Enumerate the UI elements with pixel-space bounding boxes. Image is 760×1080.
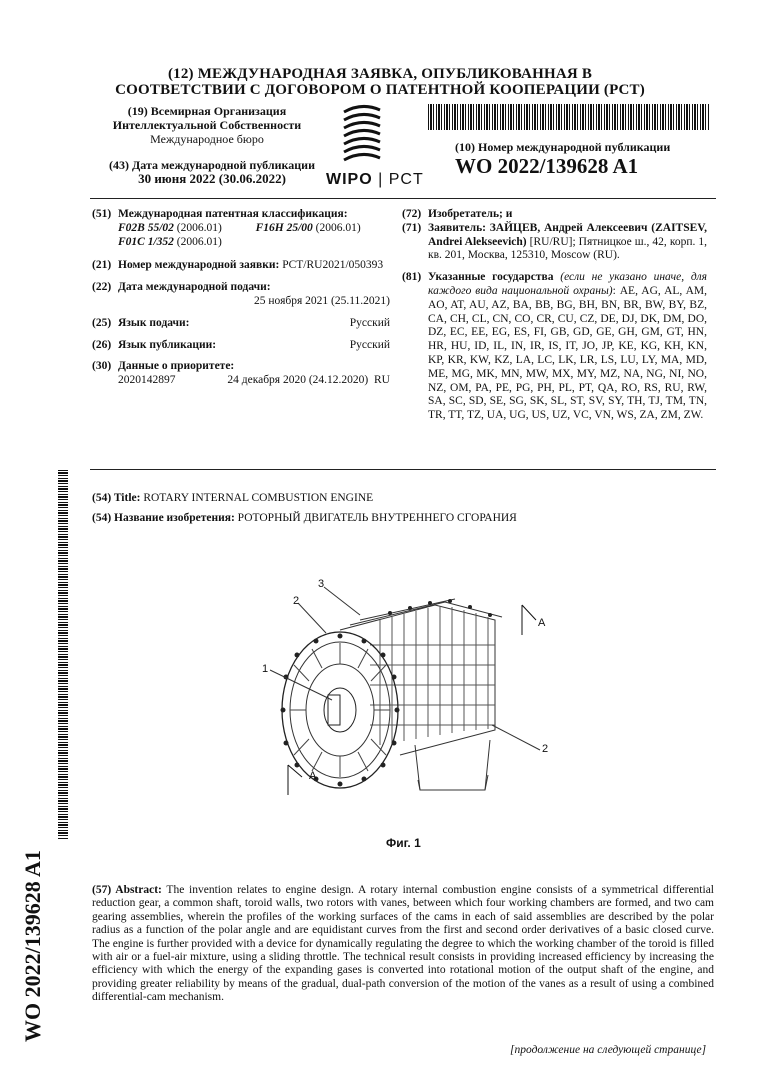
field-72: [402, 208, 707, 222]
designated-states-list: : AE, AG, AL, AM, AO, AT, AU, AZ, BA, BB, BG, BH, BN, BR, BW, BY, BZ, CA, CH, CL, CN, CO, CR, CU, CZ, DE, DJ, DK, DM, DO, DZ, EC, EE, EG, ES, FI, GB, GD, GE, GH, GM, GT, HN, HR, HU, ID, IL, IN, IR, IS, IT, JO, JP, KE, KG, KH, KN, KP, KR, KW, KZ, LA, LC, LK, LR, LS, LU, LY, MA, MD, ME, MG, MK, MN, MW, MX, MY, MZ, NA, NG, NI, NO, NZ, OM, PA, PE, PG, PH, PL, PT, QA, RO, RS, RU, RW, SA, SC, SD, SE, SG, SK, SL, ST, SV, SY, TH, TJ, TM, TN, TR, TT, TZ, UA, UG, US, UZ, VC, VN, WS, ZA, ZM, ZW.: [428, 284, 708, 422]
barcode-top: [428, 104, 710, 130]
pct-logo-text: PCT: [388, 171, 424, 188]
pub-number-label: (10) Номер международной публикации: [455, 140, 671, 154]
bibliographic-left: [92, 208, 390, 388]
title-en: [92, 492, 712, 506]
priority-country: RU: [374, 374, 390, 387]
priority-date: 24 декабря 2020 (24.12.2020): [227, 374, 369, 387]
field-51-num: (51): [92, 208, 112, 220]
applicant-name-latin: (ZAITSEV, Andrei Alekseevich): [428, 221, 707, 248]
document-header: [0, 66, 760, 98]
field-26-label: Язык публикации:: [118, 338, 217, 351]
field-22-value: 25 ноября 2021 (25.11.2021): [254, 294, 390, 307]
title-en-label: (54) Title:: [92, 492, 141, 504]
figure-label-2b: 2: [542, 743, 549, 755]
field-30-label: Данные о приоритете:: [118, 360, 235, 373]
field-25: [92, 317, 390, 331]
field-22-label: Дата международной подачи:: [118, 281, 271, 294]
figure-label-3: 3: [318, 578, 325, 590]
wipo-logo-text: WIPO: [326, 171, 373, 188]
header-line-1: (12) МЕЖДУНАРОДНАЯ ЗАЯВКА, ОПУБЛИКОВАННАЯ В: [167, 66, 593, 82]
field-21-value: PCT/RU2021/050393: [279, 259, 384, 272]
abstract-block: [92, 884, 714, 1005]
pub-number-block: [455, 140, 715, 179]
field-25-value: Русский: [349, 316, 390, 329]
field-25-label: Язык подачи:: [118, 316, 190, 329]
engine-drawing: [240, 565, 580, 845]
field-71-label: Заявитель:: [428, 221, 486, 234]
org-block: [92, 104, 322, 146]
field-51: [92, 208, 390, 222]
pub-date-value: 30 июня 2022 (30.06.2022): [138, 171, 286, 186]
field-22-num: (22): [92, 281, 112, 294]
field-72-label: Изобретатель; и: [428, 208, 513, 220]
field-71: [402, 222, 707, 263]
figure-label-a-top: A: [538, 617, 546, 629]
wipo-logo-sep: |: [378, 171, 384, 188]
title-ru-value: РОТОРНЫЙ ДВИГАТЕЛЬ ВНУТРЕННЕГО СГОРАНИЯ: [234, 511, 517, 524]
field-21-label: Номер международной заявки:: [118, 259, 280, 272]
figure-label-1: 1: [262, 663, 269, 675]
field-21-num: (21): [92, 259, 112, 272]
field-30-num: (30): [92, 360, 112, 373]
barcode-side: [58, 470, 68, 840]
figure-label-2a: 2: [293, 595, 300, 607]
ipc-class-3: F01C 1/352: [118, 235, 174, 248]
header-line-2: СООТВЕТСТВИИ С ДОГОВОРОМ О ПАТЕНТНОЙ КООПЕРАЦИИ (PCT): [115, 82, 645, 98]
field-81-label: Указанные государства: [428, 271, 554, 284]
field-22: [92, 281, 390, 309]
figure-label-a-bottom: A: [309, 770, 317, 782]
ipc-classes: [92, 222, 390, 250]
title-rule: [90, 469, 716, 470]
title-en-value: ROTARY INTERNAL COMBUSTION ENGINE: [140, 492, 374, 504]
continued-note: [продолжение на следующей странице]: [510, 1044, 707, 1056]
pub-date-label: (43) Дата международной публикации: [109, 158, 315, 172]
field-81-note: (если не указано иначе, для каждого вида национальной охраны): [428, 271, 708, 297]
field-71-num: (71): [402, 221, 422, 234]
applicant-address: [RU/RU]; Пятницкое ш., 42, корп. 1, кв. 201, Москва, 125310, Moscow (RU).: [428, 235, 707, 262]
ipc-class-2: F16H 25/00: [255, 221, 313, 234]
ipc-class-2-year: (2006.01): [312, 221, 361, 234]
org-line-1: (19) Всемирная Организация: [127, 104, 287, 118]
wipo-pct-logo: [326, 171, 424, 189]
ipc-class-3-year: (2006.01): [173, 235, 222, 248]
abstract-label: (57) Abstract:: [92, 884, 162, 896]
field-26: [92, 339, 390, 353]
org-line-3: Международное бюро: [150, 132, 264, 146]
priority-app-number: 2020142897: [118, 374, 176, 387]
wipo-emblem-icon: [340, 104, 384, 166]
side-pub-number: WO 2022/139628 A1: [20, 850, 45, 1042]
priority-row: [92, 374, 390, 388]
abstract-text: The invention relates to engine design. A rotary internal combustion engine consists of a symmetrical differential reduction gear, a common shaft, toroid walls, two rotors with vanes, between which four working chambers are formed, and two cam gearing assemblies, wherein the profiles of the working surfaces of the cams in each of said assemblies are described by the polar radius as a function of the polar angle and are equidistant curves from the first and second order derivatives of a basic closed curve. The engine is further provided with a device for dynamically regulating the degree to which the working chamber of the toroid is filled with air or a fuel-air mixture, using a sliding throttle. The technical result consists in providing increased efficiency by increasing the efficiency with which the energy of the expanding gases is converted into rotational motion of the output shaft of the engine, and providing greater reliability by means of the gradual, dual-path conversion of the motion of the vanes as a result of using a combined differential-cam mechanism.: [92, 884, 714, 1004]
pub-number-value: WO 2022/139628 A1: [455, 154, 639, 178]
title-ru-label: (54) Название изобретения:: [92, 511, 235, 524]
ipc-class-1-year: (2006.01): [173, 221, 222, 234]
ipc-class-1: F02B 55/02: [118, 221, 174, 234]
org-line-2: Интеллектуальной Собственности: [112, 118, 302, 132]
field-26-value: Русский: [349, 338, 390, 351]
title-block: [92, 492, 712, 526]
bibliographic-right: [402, 208, 707, 423]
header-rule: [90, 198, 716, 199]
field-51-label: Международная патентная классификация:: [118, 208, 348, 220]
field-21: [92, 259, 390, 273]
pub-date-block: [92, 158, 332, 186]
applicant-name: ЗАЙЦЕВ, Андрей Алексеевич: [486, 221, 648, 234]
field-72-num: (72): [402, 208, 422, 220]
field-26-num: (26): [92, 338, 112, 351]
field-81: [402, 271, 707, 423]
field-81-num: (81): [402, 271, 422, 284]
field-25-num: (25): [92, 316, 112, 329]
field-30: [92, 360, 390, 388]
title-ru: [92, 512, 712, 526]
figure-caption: Фиг. 1: [386, 836, 421, 850]
